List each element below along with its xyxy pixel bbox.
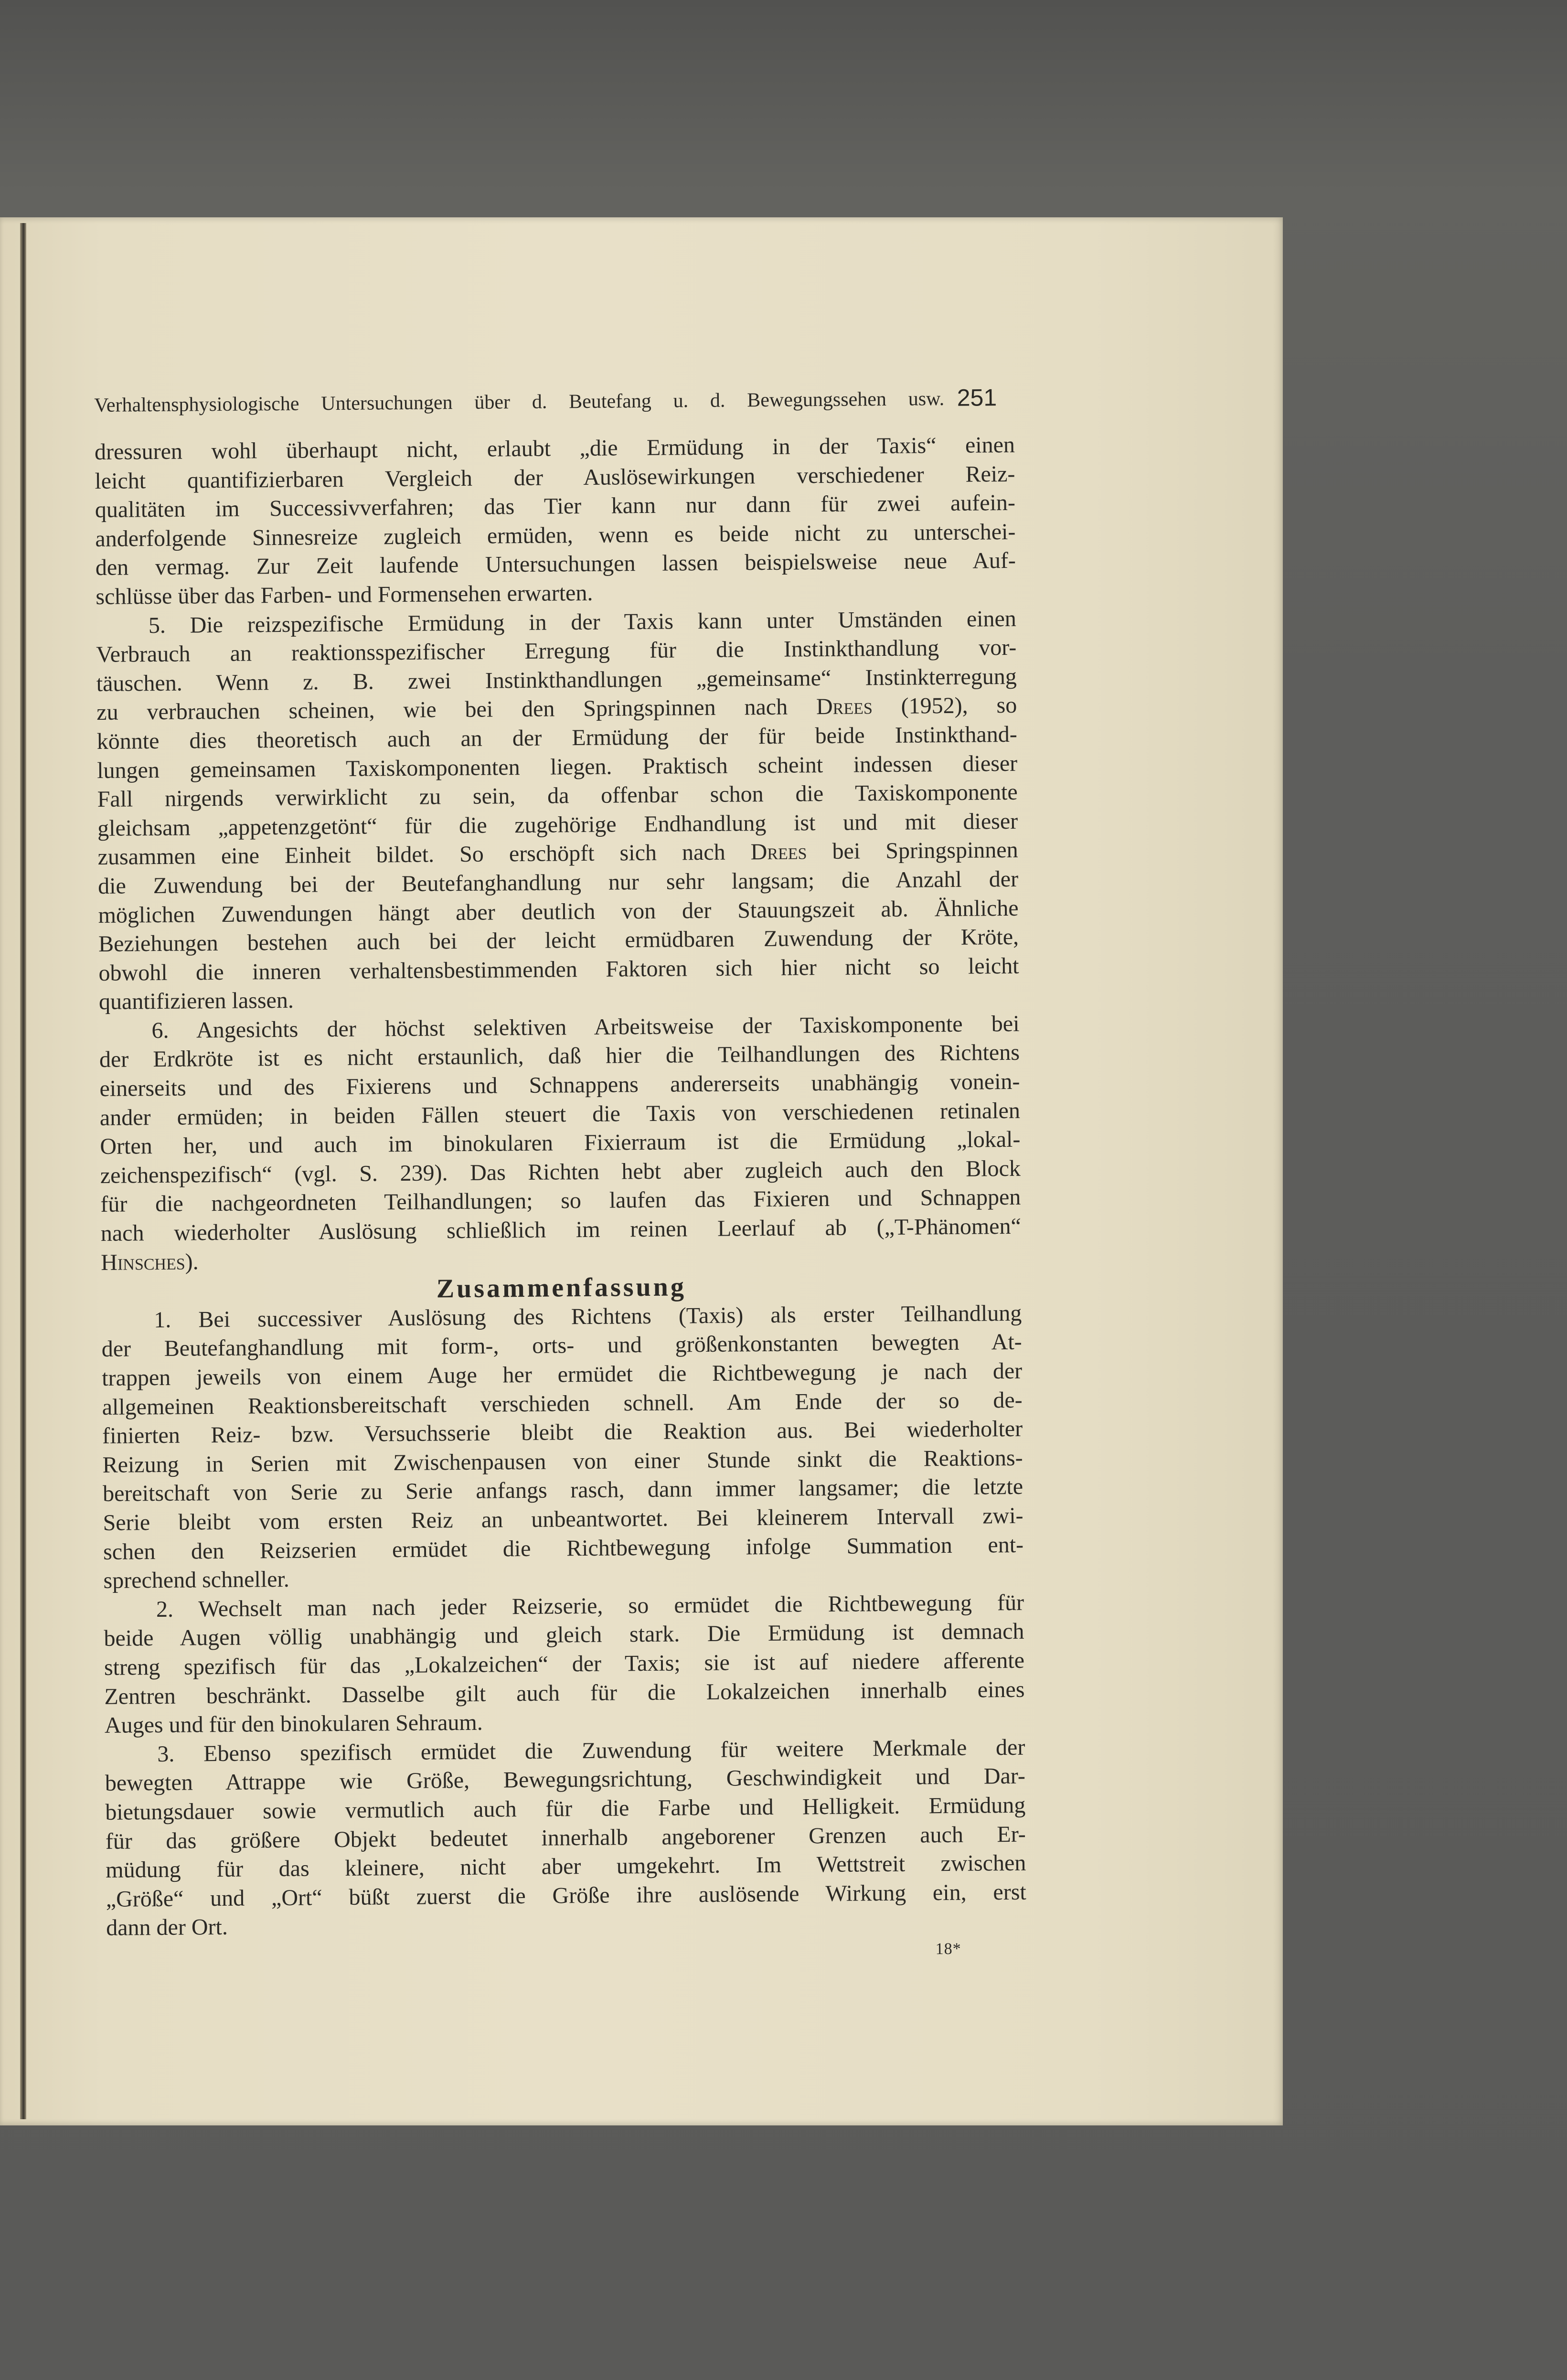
text-line: bewegten Attrappe wie Größe, Bewegungsrichtung, Geschwindigkeit und Dar-	[105, 1763, 1026, 1796]
text-line: obwohl die inneren verhaltensbestimmenden Faktoren sich hier nicht so leicht	[98, 953, 1019, 986]
paragraph-continued	[95, 431, 1016, 612]
text-line: „Größe“ und „Ort“ büßt zuerst die Größe ihre auslösende Wirkung ein, erst	[106, 1879, 1026, 1912]
text-line: 5. Die reizspezifische Ermüdung in der Taxis kann unter Umständen einen	[148, 606, 1016, 638]
text-line: für die nachgeordneten Teilhandlungen; so laufen das Fixieren und Schnappen	[100, 1185, 1021, 1217]
text-run: zu verbrauchen scheinen, wie bei den Springspinnen nach	[96, 694, 817, 726]
text-line: dressuren wohl überhaupt nicht, erlaubt „die Ermüdung in der Taxis“ einen	[94, 432, 1015, 465]
text-line: allgemeinen Reaktionsbereitschaft verschieden schnell. Am Ende der so de-	[102, 1387, 1023, 1420]
text-line: ander ermüden; in beiden Fällen steuert die Taxis von verschiedenen retinalen	[99, 1098, 1021, 1131]
text-line: Verbrauch an reaktionsspezifischer Erregung für die Instinkthandlung vor-	[96, 635, 1017, 668]
text-line: für das größere Objekt bedeutet innerhalb angeborener Grenzen auch Er-	[105, 1821, 1026, 1854]
text-line: Orten her, und auch im binokularen Fixierraum ist die Ermüdung „lokal-	[100, 1127, 1021, 1160]
signature-mark: 18*	[935, 1940, 961, 1958]
text-run: (1952), so	[872, 693, 1017, 719]
text-line: möglichen Zuwendungen hängt aber deutlich von der Stauungszeit ab. Ähnliche	[98, 895, 1019, 928]
paper-page	[0, 217, 1283, 2125]
text-line: Auges und für den binokularen Sehraum.	[104, 1709, 483, 1739]
text-line: den vermag. Zur Zeit laufende Untersuchungen lassen beispielsweise neue Auf-	[95, 548, 1016, 581]
running-head-title: Verhaltensphysiologische Untersuchungen über d. Beutefang u. d. Bewegungssehen usw.	[94, 388, 945, 416]
text-line: lungen gemeinsamen Taxiskomponenten liegen. Praktisch scheint indessen dieser	[97, 750, 1018, 783]
text-line: zeichenspezifisch“ (vgl. S. 239). Das Richten hebt aber zugleich auch den Block	[100, 1155, 1021, 1188]
text-line: sprechend schneller.	[103, 1567, 289, 1594]
text-line: qualitäten im Successivverfahren; das Tier kann nur dann für zwei aufein-	[95, 490, 1016, 523]
text-line: quantifizieren lassen.	[98, 988, 294, 1015]
text-line: könnte dies theoretisch auch an der Ermüdung der für beide Instinkthand-	[96, 721, 1017, 754]
text-line: streng spezifisch für das „Lokalzeichen“ der Taxis; sie ist auf niedere afferente	[104, 1647, 1025, 1680]
text-line: täuschen. Wenn z. B. zwei Instinkthandlungen „gemeinsame“ Instinkterregung	[96, 663, 1017, 696]
text-line: der Beutefanghandlung mit form-, orts- und größenkonstanten bewegten At-	[101, 1329, 1022, 1362]
summary-paragraph-1	[101, 1299, 1024, 1596]
paragraph-5	[96, 604, 1020, 1016]
text-line: gleichsam „appetenzgetönt“ für die zugehörige Endhandlung ist und mit dieser	[97, 808, 1018, 841]
text-line: schlüsse über das Farben- und Formensehen erwarten.	[96, 580, 593, 609]
text-line: der Erdkröte ist es nicht erstaunlich, daß hier die Teilhandlungen des Richtens	[99, 1040, 1020, 1073]
page-number: 251	[957, 384, 997, 411]
gutter-shadow	[20, 223, 26, 2119]
text-line: bietungsdauer sowie vermutlich auch für die Farbe und Helligkeit. Ermüdung	[105, 1792, 1026, 1825]
text-line: dann der Ort.	[106, 1914, 228, 1941]
author-name-small-caps: Hinsches	[101, 1249, 185, 1275]
text-run: bei Springspinnen	[807, 837, 1018, 864]
text-line: Beziehungen bestehen auch bei der leicht ermüdbaren Zuwendung der Kröte,	[98, 924, 1019, 957]
paragraph-6	[99, 1010, 1021, 1277]
text-run: zusammen eine Einheit bildet. So erschöpft sich nach	[97, 839, 751, 870]
text-line: 1. Bei successiver Auslösung des Richtens (Taxis) als erster Teilhandlung	[154, 1300, 1022, 1333]
text-line: Serie bleibt vom ersten Reiz an unbeantwortet. Bei kleinerem Intervall zwi-	[103, 1503, 1023, 1536]
text-line: müdung für das kleinere, nicht aber umgekehrt. Im Wettstreit zwischen	[106, 1850, 1026, 1883]
author-name-small-caps: Drees	[816, 694, 873, 720]
running-head	[94, 385, 997, 438]
text-line: finierten Reiz- bzw. Versuchsserie bleibt die Reaktion aus. Bei wiederholter	[102, 1416, 1023, 1449]
summary-section	[101, 1270, 1027, 1943]
text-line: einerseits und des Fixierens und Schnappens andererseits unabhängig vonein-	[99, 1068, 1020, 1102]
text-line: die Zuwendung bei der Beutefanghandlung nur sehr langsam; die Anzahl der	[97, 866, 1019, 899]
text-line: 3. Ebenso spezifisch ermüdet die Zuwendung für weitere Merkmale der	[157, 1734, 1025, 1767]
text-line: trappen jeweils von einem Auge her ermüdet die Richtbewegung je nach der	[102, 1358, 1023, 1391]
section-heading: Zusammenfassung	[436, 1272, 687, 1304]
text-line: 2. Wechselt man nach jeder Reizserie, so ermüdet die Richtbewegung für	[156, 1590, 1024, 1622]
text-line: beide Augen völlig unabhängig und gleich stark. Die Ermüdung ist demnach	[104, 1619, 1024, 1652]
text-line: schen den Reizserien ermüdet die Richtbewegung infolge Summation ent-	[103, 1532, 1024, 1565]
text-run: ).	[185, 1249, 199, 1275]
page-content	[94, 384, 1026, 1958]
author-name-small-caps: Drees	[750, 839, 807, 865]
text-line: anderfolgende Sinnesreize zugleich ermüden, wenn es beide nicht zu unterschei-	[95, 519, 1016, 552]
text-line: leicht quantifizierbaren Vergleich der Auslösewirkungen verschiedener Reiz-	[95, 461, 1015, 494]
text-line: Reizung in Serien mit Zwischenpausen von einer Stunde sinkt die Reaktions-	[102, 1445, 1023, 1478]
text-line: Fall nirgends verwirklicht zu sein, da offenbar schon die Taxiskomponente	[97, 779, 1018, 812]
text-line: Zentren beschränkt. Dasselbe gilt auch für die Lokalzeichen innerhalb eines	[104, 1676, 1025, 1709]
body-text	[95, 431, 1022, 1277]
summary-paragraph-2	[104, 1589, 1025, 1740]
text-line: 6. Angesichts der höchst selektiven Arbeitsweise der Taxiskomponente bei	[151, 1011, 1020, 1043]
text-line: nach wiederholter Auslösung schließlich im reinen Leerlauf ab („T-Phänomen“	[100, 1213, 1021, 1246]
text-line: bereitschaft von Serie zu Serie anfangs rasch, dann immer langsamer; die letzte	[102, 1474, 1023, 1507]
summary-paragraph-3	[105, 1733, 1026, 1942]
